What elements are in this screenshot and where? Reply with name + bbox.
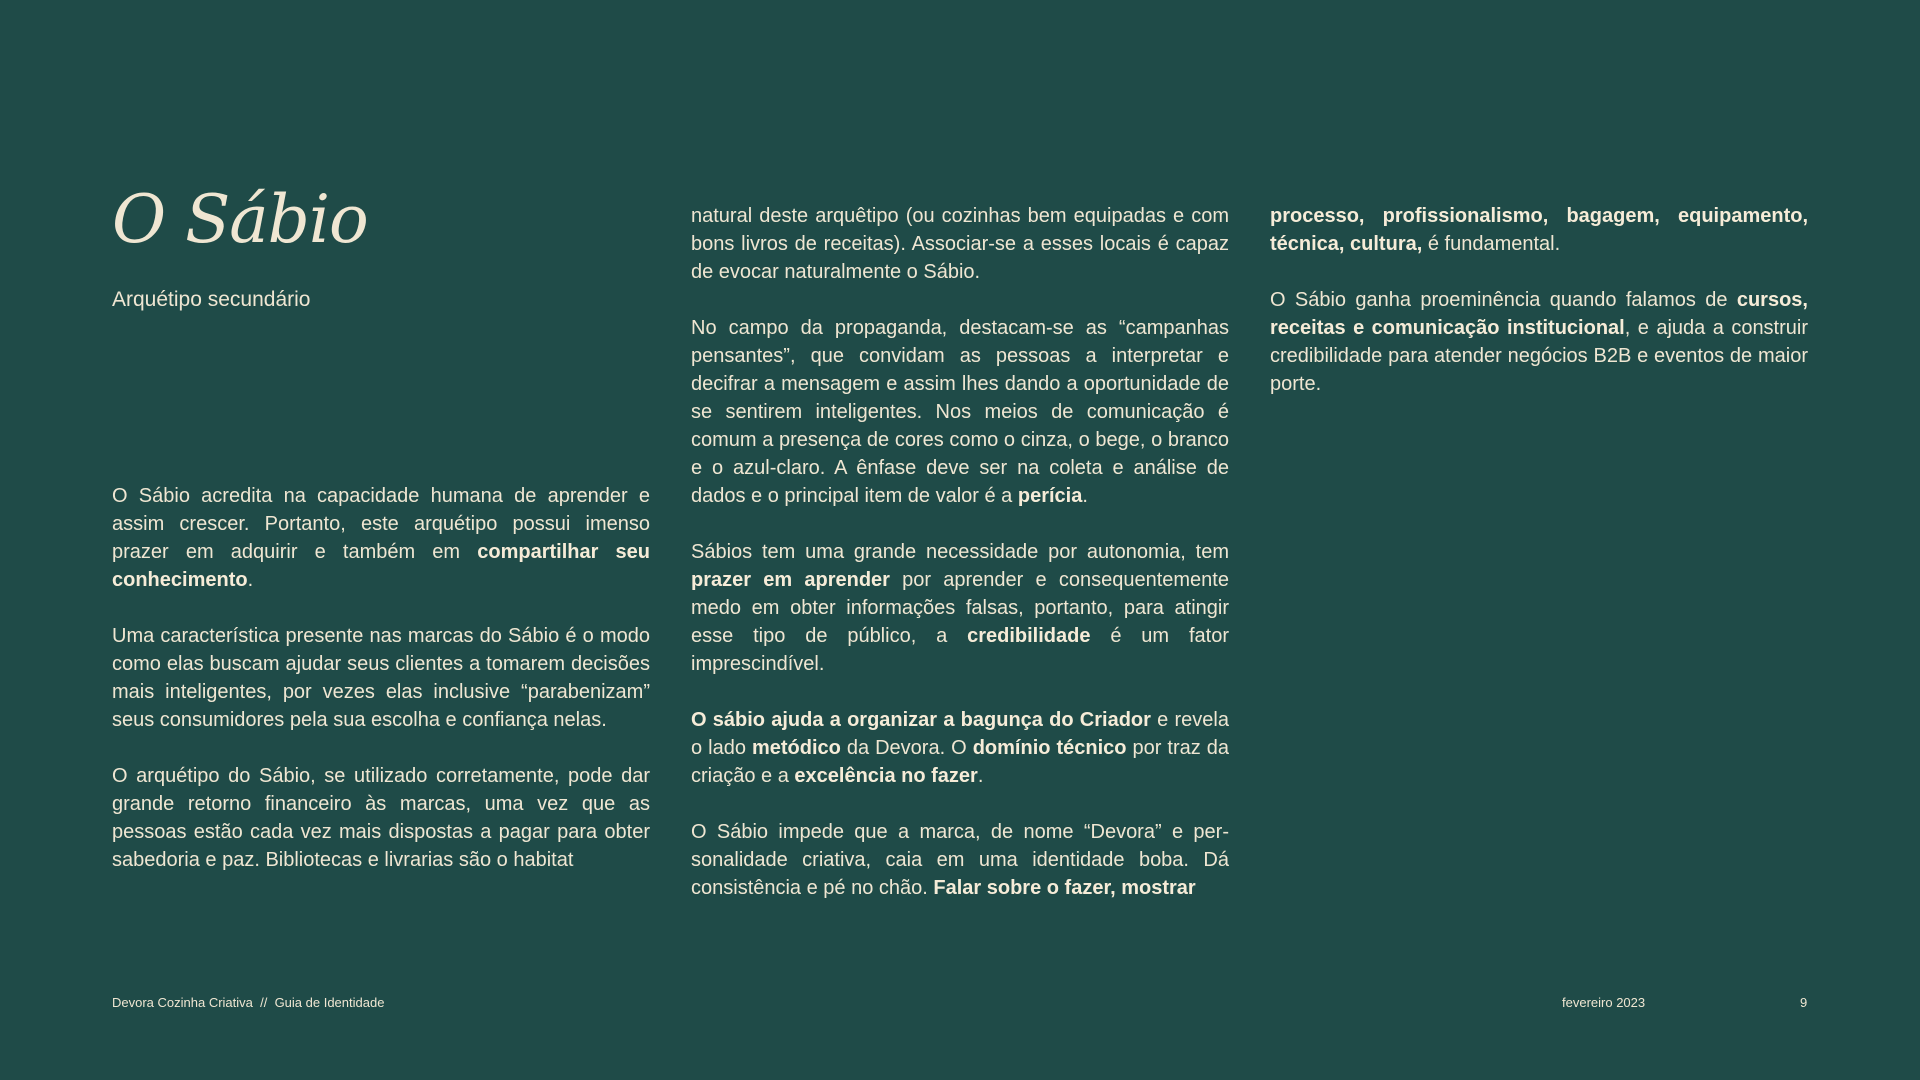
paragraph: O Sábio acredita na capacidade humana de aprender e assim crescer. Portanto, este arquétipo possui imenso prazer em adquirir e também em compartilhar seu conhecimento. bbox=[112, 485, 650, 591]
page-subtitle: Arquétipo secundário bbox=[112, 288, 311, 311]
emphasis: prazer em aprender bbox=[691, 569, 890, 591]
footer-document-title: Devora Cozinha Criativa // Guia de Identidade bbox=[112, 995, 385, 1010]
text-column-3 bbox=[1270, 202, 1808, 426]
paragraph: processo, profissionalismo, bagagem, equipamento, técnica, cultura, é fundamental. bbox=[1270, 205, 1808, 255]
paragraph: O arquétipo do Sábio, se utilizado corretamente, pode dar grande retorno financeiro às marcas, uma vez que as pessoas estão cada vez mais dispostas a pagar para obter sabedoria e paz. Bibliotecas e livrarias são o habitat bbox=[112, 765, 650, 871]
paragraph: O sábio ajuda a organizar a bagunça do Criador e revela o lado metódico da Devora. O domínio técnico por traz da criação e a excelência no fazer. bbox=[691, 709, 1229, 787]
emphasis: metódico bbox=[751, 737, 841, 759]
paragraph: Uma característica presente nas marcas do Sábio é o modo como elas buscam ajudar seus clientes a tomarem decisões mais inteligentes, por vezes elas inclusive “parabenizam” seus consumidores pela sua escolha e confiança nelas. bbox=[112, 625, 650, 731]
page-title: O Sábio bbox=[112, 181, 368, 258]
emphasis: processo, profissionalismo, bagagem, equipamento, técnica, cultura, bbox=[1270, 205, 1808, 255]
emphasis: excelência no fazer bbox=[794, 765, 978, 787]
text-column-1 bbox=[112, 482, 650, 902]
emphasis: Falar sobre o fazer, mostrar bbox=[933, 877, 1196, 899]
emphasis: perícia bbox=[1017, 485, 1083, 507]
emphasis: cursos, receitas e comunicação institucional bbox=[1270, 289, 1808, 339]
page-number: 9 bbox=[1800, 995, 1808, 1010]
emphasis: compartilhar seu conhecimento bbox=[112, 541, 650, 591]
paragraph: O Sábio impede que a marca, de nome “Devora” e personalidade criativa, caia em uma identidade boba. Dá consistência e pé no chão. Falar sobre o fazer, mostrar bbox=[691, 821, 1229, 899]
text-column-2 bbox=[691, 202, 1229, 930]
emphasis: domínio técnico bbox=[972, 737, 1127, 759]
emphasis: credibilidade bbox=[967, 625, 1091, 647]
paragraph: natural deste arquêtipo (ou cozinhas bem equipadas e com bons livros de receitas). Associar-se a esses locais é capaz de evocar naturalmente o Sábio. bbox=[691, 205, 1229, 283]
emphasis: O sábio ajuda a organizar a bagunça do Criador bbox=[691, 709, 1151, 731]
paragraph: Sábios tem uma grande necessidade por autonomia, tem prazer em aprender por aprender e consequentemente medo em obter informações falsas, portanto, para atingir esse tipo de público, a credibilidade é um fator imprescindível. bbox=[691, 541, 1229, 675]
paragraph: No campo da propaganda, destacam-se as “campanhas pensantes”, que convidam as pessoas a interpretar e decifrar a mensagem e assim lhes dando a oportunidade de se sentirem inteligentes. Nos meios de comunicação é comum a presença de cores como o cinza, o bege, o branco e o azul-claro. A ênfase deve ser na coleta e análise de dados e o principal item de valor é a perícia. bbox=[691, 317, 1229, 507]
footer-date: fevereiro 2023 bbox=[1562, 995, 1646, 1010]
paragraph: O Sábio ganha proeminência quando falamos de cursos, receitas e comunicação institucional, e ajuda a construir credibilidade para atender negócios B2B e eventos de maior porte. bbox=[1270, 289, 1809, 395]
